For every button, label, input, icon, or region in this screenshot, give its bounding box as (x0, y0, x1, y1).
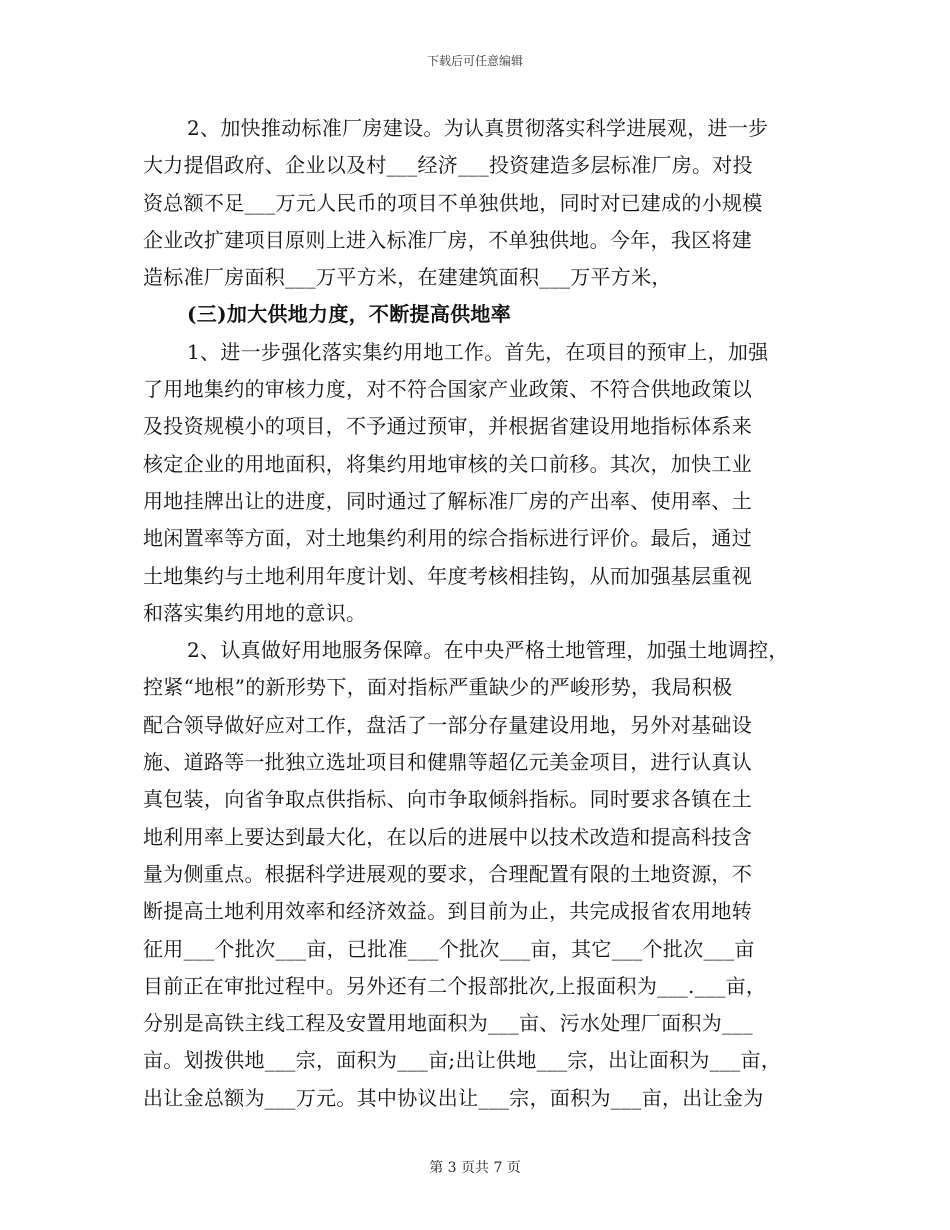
page-header: 下载后可任意编辑 (426, 54, 523, 68)
paragraph-line: 造标准厂房面积___万平方米，在建建筑面积___万平方米， (143, 265, 672, 290)
paragraph-line: 和落实集约用地的意识。 (143, 600, 367, 625)
paragraph-line: 1、进一步强化落实集约用地工作。首先，在项目的预审上，加强 (187, 339, 769, 364)
paragraph-line: 用地挂牌出让的进度，同时通过了解标准厂房的产出率、使用率、土 (143, 488, 752, 513)
page-number: 第 3 页共 7 页 (429, 1160, 521, 1176)
paragraph-line: 量为侧重点。根据科学进展观的要求，合理配置有限的土地资源，不 (143, 861, 752, 886)
paragraph-line: 断提高土地利用效率和经济效益。到目前为止，共完成报省农用地转 (143, 899, 752, 924)
document-body (143, 110, 819, 1117)
paragraph-line: 土地集约与土地利用年度计划、年度考核相挂钩，从而加强基层重视 (143, 563, 752, 588)
paragraph-line: 地利用率上要达到最大化，在以后的进展中以技术改造和提高科技含 (143, 824, 752, 849)
paragraph-line: 核定企业的用地面积，将集约用地审核的关口前移。其次，加快工业 (143, 451, 752, 476)
paragraph-line: 真包装，向省争取点供指标、向市争取倾斜指标。同时要求各镇在土 (143, 787, 752, 812)
paragraph-line: 施、道路等一批独立选址项目和健鼎等超亿元美金项目，进行认真认 (143, 750, 752, 775)
paragraph-line: 2、认真做好用地服务保障。在中央严格土地管理，加强土地调控， (187, 638, 789, 663)
paragraph-line: 了用地集约的审核力度，对不符合国家产业政策、不符合供地政策以 (143, 377, 752, 402)
paragraph-line: 企业改扩建项目原则上进入标准厂房，不单独供地。今年，我区将建 (143, 227, 752, 252)
paragraph-line: 配合领导做好应对工作，盘活了一部分存量建设用地，另外对基础设 (143, 712, 752, 737)
paragraph-line: 地闲置率等方面，对土地集约利用的综合指标进行评价。最后，通过 (143, 526, 752, 551)
paragraph-line: 征用___个批次___亩，已批准___个批次___亩，其它___个批次___亩 (143, 936, 755, 961)
paragraph-line: 及投资规模小的项目，不予通过预审，并根据省建设用地指标体系来 (143, 414, 752, 439)
paragraph-line: 控紧“地根”的新形势下，面对指标严重缺少的严峻形势，我局积极 (143, 675, 733, 700)
paragraph-line: 资总额不足___万元人民币的项目不单独供地，同时对已建成的小规模 (143, 190, 763, 215)
paragraph-line: 2、加快推动标准厂房建设。为认真贯彻落实科学进展观，进一步 (187, 116, 769, 140)
paragraph-line: 目前正在审批过程中。另外还有二个报部批次,上报面积为___.___亩， (143, 973, 767, 998)
section-heading: (三)加大供地力度，不断提高供地率 (187, 302, 512, 327)
paragraph-line: 分别是高铁主线工程及安置用地面积为___亩、污水处理厂面积为___ (143, 1011, 753, 1036)
paragraph-line: 大力提倡政府、企业以及村___经济___投资建造多层标准厂房。对投 (143, 153, 753, 178)
paragraph-line: 亩。划拨供地___宗，面积为___亩;出让供地___宗，出让面积为___亩， (143, 1048, 782, 1073)
paragraph-line: 出让金总额为___万元。其中协议出让___宗，面积为___亩，出让金为 (143, 1085, 764, 1110)
